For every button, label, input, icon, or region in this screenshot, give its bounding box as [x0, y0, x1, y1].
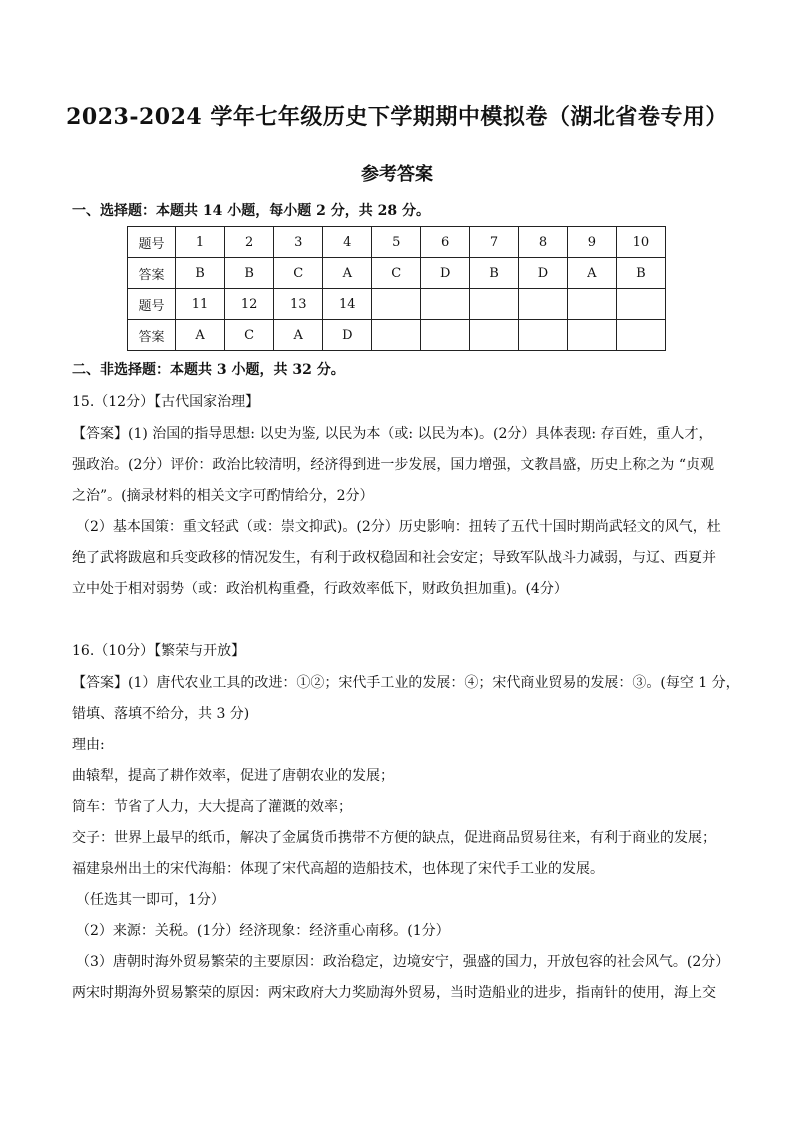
- q16-line-9: （2）来源：关税。(1分）经济现象：经济重心南移。(1分）: [76, 923, 450, 939]
- answer-table-cell: [519, 320, 568, 351]
- answer-table-cell: 13: [274, 289, 323, 320]
- q15-line-2: 强政治。(2分）评价：政治比较清明，经济得到进一步发展，国力增强，文教昌盛，历史上称之为 “贞观: [72, 457, 714, 473]
- q16-line-10: （3）唐朝时海外贸易繁荣的主要原因：政治稳定，边境安宁，强盛的国力，开放包容的社会风气。(2分）: [76, 954, 730, 970]
- answer-table-cell: 12: [225, 289, 274, 320]
- answer-table-row-label: 答案: [128, 258, 176, 289]
- answer-table-cell: [421, 289, 470, 320]
- q15-line-6: 立中处于相对弱势（或：政治机构重叠，行政效率低下，财政负担加重)。(4分）: [72, 581, 568, 597]
- q15-line-4: （2）基本国策：重文轻武（或：崇文抑武)。(2分）历史影响：扭转了五代十国时期尚武轻文的风气，杜: [76, 519, 721, 535]
- answer-table-row-label: 题号: [128, 227, 176, 258]
- answer-table-cell: A: [274, 320, 323, 351]
- answer-table-body: [128, 227, 666, 351]
- section-1-heading: 一、选择题：本题共 14 小题，每小题 2 分，共 28 分。: [72, 203, 430, 219]
- answer-table-cell: [421, 320, 470, 351]
- answer-table-cell: 6: [421, 227, 470, 258]
- answer-table-cell: [372, 289, 421, 320]
- q16-line-3: 理由:: [72, 737, 105, 753]
- answer-table-cell: C: [225, 320, 274, 351]
- answer-table-row: [128, 289, 666, 320]
- answer-table-cell: 3: [274, 227, 323, 258]
- answer-table-row: [128, 320, 666, 351]
- q16-line-7: 福建泉州出土的宋代海船：体现了宋代高超的造船技术，也体现了宋代手工业的发展。: [72, 861, 604, 877]
- q16-heading: 16.（10分）【繁荣与开放】: [72, 643, 246, 659]
- answer-table-cell: 2: [225, 227, 274, 258]
- answer-table-cell: B: [176, 258, 225, 289]
- answer-table-cell: D: [421, 258, 470, 289]
- answer-table-cell: A: [567, 258, 616, 289]
- section-2-heading: 二、非选择题：本题共 3 小题，共 32 分。: [72, 362, 345, 378]
- answer-table-row-label: 题号: [128, 289, 176, 320]
- answer-table-cell: [616, 289, 665, 320]
- answer-table-cell: B: [225, 258, 274, 289]
- q16-line-2: 错填、落填不给分，共 3 分): [72, 706, 250, 722]
- answer-table-row: [128, 227, 666, 258]
- answer-table-cell: [567, 289, 616, 320]
- answer-table-cell: [519, 289, 568, 320]
- q15-heading: 15.（12分）【古代国家治理】: [72, 394, 260, 410]
- answer-table-cell: 10: [616, 227, 665, 258]
- answer-table-cell: B: [470, 258, 519, 289]
- q16-line-4: 曲辕犁，提高了耕作效率，促进了唐朝农业的发展；: [72, 768, 394, 784]
- answer-table-cell: 8: [519, 227, 568, 258]
- answer-table-cell: 11: [176, 289, 225, 320]
- q15-line-3: 之治”。(摘录材料的相关文字可酌情给分，2分）: [72, 488, 374, 504]
- q16-line-1: 【答案】(1）唐代农业工具的改进：①②；宋代手工业的发展：④；宋代商业贸易的发展：③。(每空 1 分，: [72, 675, 740, 691]
- answer-table-cell: 1: [176, 227, 225, 258]
- answer-table-cell: B: [616, 258, 665, 289]
- answer-table-cell: D: [519, 258, 568, 289]
- q16-line-6: 交子：世界上最早的纸币，解决了金属货币携带不方便的缺点，促进商品贸易往来，有利于商业的发展；: [72, 830, 716, 846]
- answer-table-cell: [616, 320, 665, 351]
- answer-table-cell: [470, 320, 519, 351]
- q15-line-1: 【答案】(1) 治国的指导思想: 以史为鉴, 以民为本（或: 以民为本)。(2分）具体表现: 存百姓，重人才，: [72, 426, 713, 442]
- answer-table-cell: 14: [323, 289, 372, 320]
- answer-table-row: [128, 258, 666, 289]
- answer-table-cell: [372, 320, 421, 351]
- q16-line-8: （任选其一即可，1分）: [76, 892, 225, 908]
- answer-table-cell: A: [323, 258, 372, 289]
- document-title: 2023-2024 学年七年级历史下学期期中模拟卷（湖北省卷专用）: [66, 104, 728, 130]
- answer-table-cell: D: [323, 320, 372, 351]
- answer-table-cell: C: [372, 258, 421, 289]
- q15-line-5: 绝了武将跋扈和兵变政移的情况发生，有利于政权稳固和社会安定；导致军队战斗力减弱，与辽、西夏并: [72, 550, 716, 566]
- answer-table-cell: 5: [372, 227, 421, 258]
- document-subtitle: 参考答案: [361, 164, 433, 185]
- answer-table-cell: [470, 289, 519, 320]
- answer-table-cell: A: [176, 320, 225, 351]
- answer-table-cell: [567, 320, 616, 351]
- answer-table-cell: 7: [470, 227, 519, 258]
- answer-table-row-label: 答案: [128, 320, 176, 351]
- answer-table-cell: 9: [567, 227, 616, 258]
- q16-line-5: 筒车：节省了人力，大大提高了灌溉的效率；: [72, 799, 352, 815]
- q16-line-11: 两宋时期海外贸易繁荣的原因：两宋政府大力奖励海外贸易，当时造船业的进步，指南针的使用，海上交: [72, 985, 716, 1001]
- answer-table-cell: 4: [323, 227, 372, 258]
- answer-table: [127, 226, 666, 351]
- answer-table-cell: C: [274, 258, 323, 289]
